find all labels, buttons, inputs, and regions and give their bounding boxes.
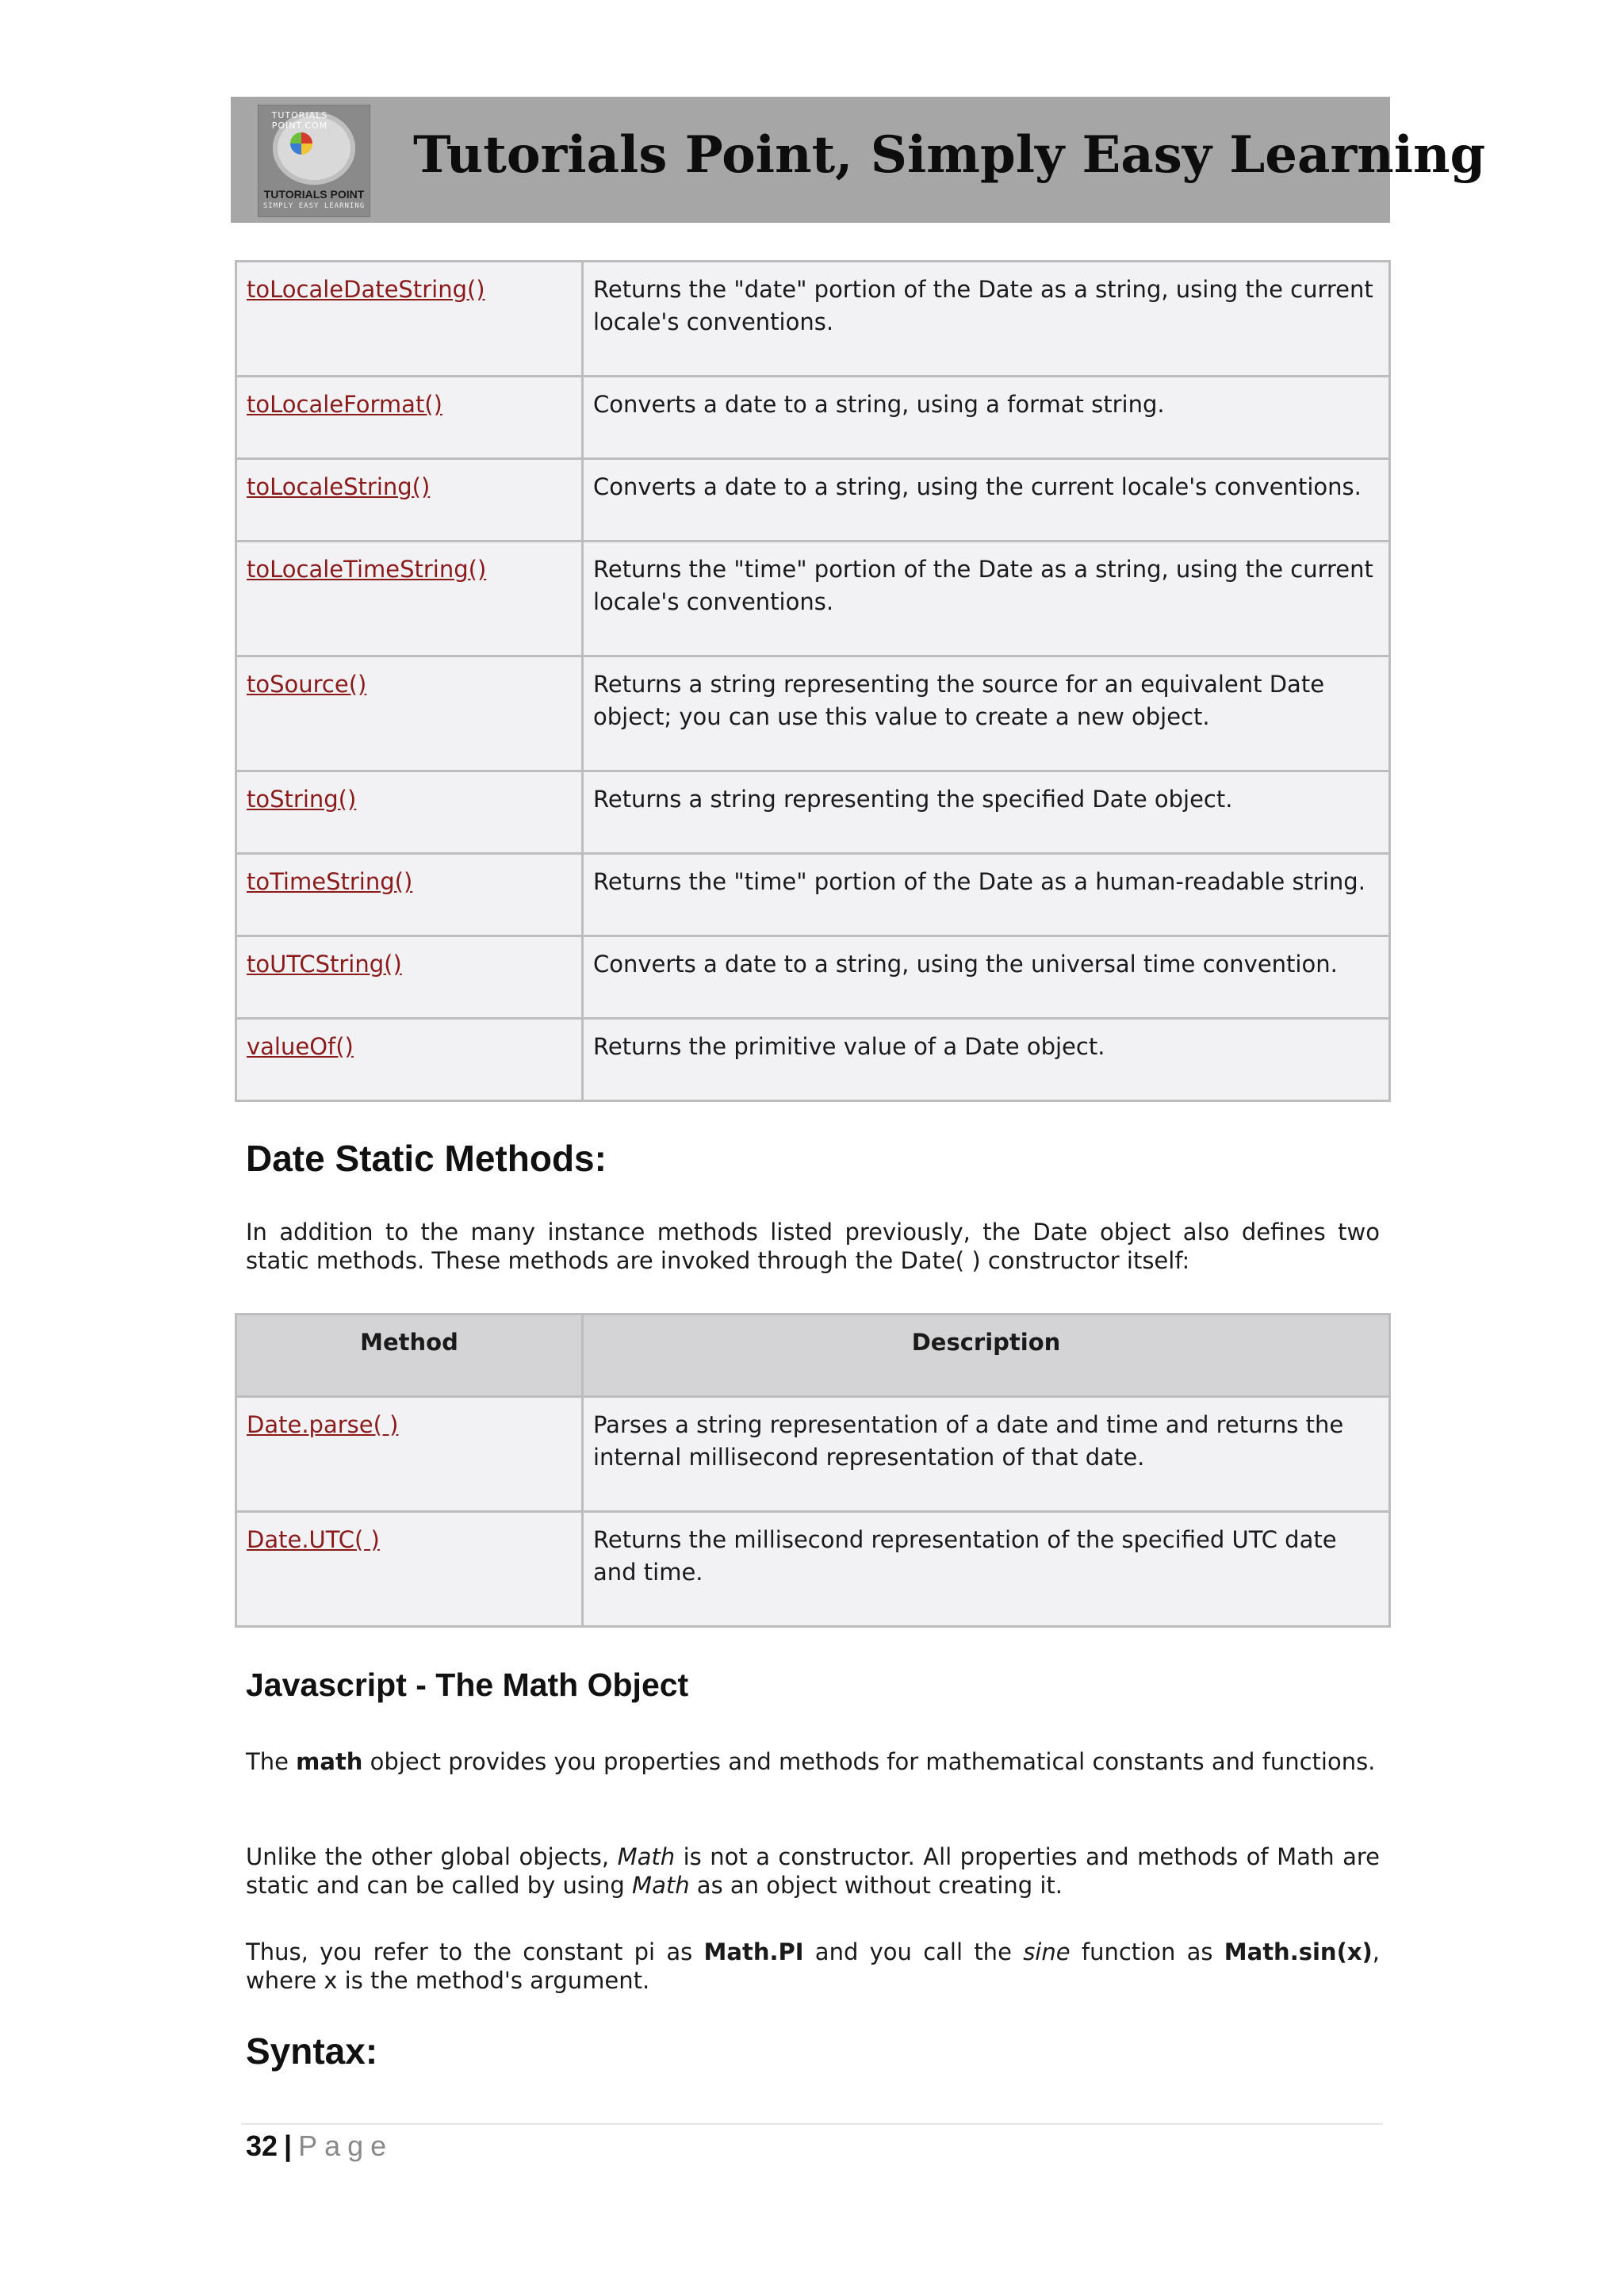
method-cell xyxy=(236,1397,583,1512)
text-run: Unlike the other global objects, xyxy=(246,1843,618,1870)
text-run: The xyxy=(246,1748,297,1775)
description-cell: Returns the "date" portion of the Date as a string, using the current locale's conventions. xyxy=(583,262,1390,377)
method-cell xyxy=(236,1019,583,1101)
text-run: Thus, you refer to the constant pi as xyxy=(246,1938,704,1965)
method-cell xyxy=(236,936,583,1019)
static-methods-intro: In addition to the many instance methods listed previously, the Date object also defines two static methods. These methods are invoked through the Date( ) constructor itself: xyxy=(246,1219,1380,1274)
header-banner xyxy=(231,97,1486,223)
logo-arc-text: TUTORIALS POINT.COM xyxy=(271,110,328,131)
bold-math: math xyxy=(296,1748,363,1775)
text-run: as an object without creating it. xyxy=(689,1872,1063,1899)
syntax-heading: Syntax: xyxy=(246,2030,378,2072)
description-cell: Converts a date to a string, using a format string. xyxy=(583,377,1390,459)
page-number: 32 xyxy=(246,2130,278,2162)
description-cell: Parses a string representation of a date and time and returns the internal millisecond representation of that date. xyxy=(583,1397,1390,1512)
method-cell xyxy=(236,377,583,459)
method-link-toSource[interactable]: toSource() xyxy=(247,671,367,698)
column-header-description: Description xyxy=(583,1314,1390,1397)
table-row xyxy=(236,377,1390,459)
static-methods-table xyxy=(235,1313,1391,1628)
italic-math: Math xyxy=(632,1872,690,1899)
method-link-toUTCString[interactable]: toUTCString() xyxy=(247,951,402,978)
table-row xyxy=(236,262,1390,377)
table-row xyxy=(236,541,1390,656)
description-cell: Converts a date to a string, using the universal time convention. xyxy=(583,936,1390,1019)
method-cell xyxy=(236,1512,583,1627)
table-row xyxy=(236,1397,1390,1512)
method-link-toLocaleDateString[interactable]: toLocaleDateString() xyxy=(247,276,485,303)
method-link-toTimeString[interactable]: toTimeString() xyxy=(247,868,413,895)
math-object-heading: Javascript - The Math Object xyxy=(246,1667,689,1703)
table-row xyxy=(236,459,1390,541)
description-cell: Returns the millisecond representation of the specified UTC date and time. xyxy=(583,1512,1390,1627)
footer-separator: | xyxy=(284,2130,293,2162)
description-cell: Returns the "time" portion of the Date as a string, using the current locale's conventions. xyxy=(583,541,1390,656)
italic-sine: sine xyxy=(1023,1938,1071,1965)
method-link-date-parse[interactable]: Date.parse( ) xyxy=(247,1411,399,1438)
tutorials-point-logo xyxy=(258,105,370,217)
bold-math-sin: Math.sin(x) xyxy=(1224,1938,1373,1965)
table-header-row xyxy=(236,1314,1390,1397)
text-run: , where x is the method's argument. xyxy=(246,1938,1380,1994)
math-paragraph-1 xyxy=(246,1747,1380,1776)
method-cell xyxy=(236,656,583,771)
description-cell: Returns a string representing the specified Date object. xyxy=(583,771,1390,854)
text-run: function as xyxy=(1070,1938,1224,1965)
table-row xyxy=(236,1512,1390,1627)
description-cell: Returns a string representing the source for an equivalent Date object; you can use this value to create a new object. xyxy=(583,656,1390,771)
column-header-method: Method xyxy=(236,1314,583,1397)
method-link-date-utc[interactable]: Date.UTC( ) xyxy=(247,1526,380,1553)
math-paragraph-3 xyxy=(246,1938,1380,1995)
page-label: Page xyxy=(298,2130,394,2162)
text-run: and you call the xyxy=(803,1938,1024,1965)
footer-divider xyxy=(241,2123,1383,2125)
method-cell xyxy=(236,262,583,377)
italic-math: Math xyxy=(617,1843,676,1870)
table-row xyxy=(236,656,1390,771)
method-link-valueOf[interactable]: valueOf() xyxy=(247,1033,354,1060)
method-link-toLocaleString[interactable]: toLocaleString() xyxy=(247,473,431,500)
static-methods-heading: Date Static Methods: xyxy=(246,1138,607,1179)
text-run: object provides you properties and methods for mathematical constants and functions. xyxy=(362,1748,1376,1775)
logo-ball-icon xyxy=(290,132,312,155)
method-link-toLocaleTimeString[interactable]: toLocaleTimeString() xyxy=(247,556,487,583)
table-row xyxy=(236,936,1390,1019)
table-row xyxy=(236,771,1390,854)
description-cell: Converts a date to a string, using the current locale's conventions. xyxy=(583,459,1390,541)
logo-name: TUTORIALS POINT xyxy=(263,188,365,201)
method-cell xyxy=(236,854,583,936)
math-paragraph-2 xyxy=(246,1843,1380,1900)
description-cell: Returns the "time" portion of the Date as a human-readable string. xyxy=(583,854,1390,936)
table-row xyxy=(236,1019,1390,1101)
description-cell: Returns the primitive value of a Date object. xyxy=(583,1019,1390,1101)
method-cell xyxy=(236,459,583,541)
table-row xyxy=(236,854,1390,936)
bold-math-pi: Math.PI xyxy=(703,1938,804,1965)
text-run: is not a constructor. All properties and methods of Math are static and can be called by using xyxy=(246,1843,1380,1899)
method-link-toLocaleFormat[interactable]: toLocaleFormat() xyxy=(247,391,442,418)
method-cell xyxy=(236,541,583,656)
instance-methods-table xyxy=(235,260,1391,1102)
method-cell xyxy=(236,771,583,854)
header-title: Tutorials Point, Simply Easy Learning xyxy=(413,125,1486,185)
method-link-toString[interactable]: toString() xyxy=(247,786,357,813)
logo-tagline: SIMPLY EASY LEARNING xyxy=(262,202,366,210)
page-footer xyxy=(246,2130,393,2163)
